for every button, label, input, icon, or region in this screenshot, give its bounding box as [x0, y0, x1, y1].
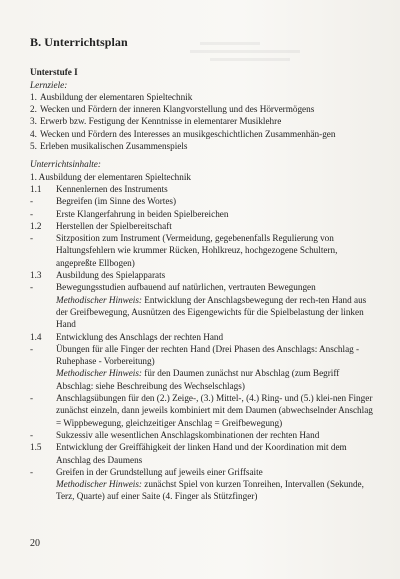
content-row	[30, 343, 375, 392]
page-content	[30, 36, 375, 503]
row-text-block	[56, 331, 375, 343]
goal-number: 5.	[30, 141, 37, 152]
goal-text: Ausbildung der elementaren Spieltechnik	[40, 91, 193, 102]
method-hint-label: Methodischer Hinweis:	[56, 294, 142, 305]
row-text: Bewegungsstudien aufbauend auf natürlichen, vertrauten Bewegungen	[56, 282, 316, 293]
row-text-block	[56, 392, 375, 429]
row-text: Übungen für alle Finger der rechten Hand (Drei Phasen des Anschlags: Anschlag - Ruhephase - Vorbereitung)	[56, 343, 360, 367]
row-text: Sukzessiv alle wesentlichen Anschlagskombinationen der rechten Hand	[56, 429, 320, 440]
row-text: Sitzposition zum Instrument (Vermeidung, gegebenenfalls Regulierung von Haltungsfehlern wie krummer Rücken, Hohlkreuz, hochgezogene Schultern, angepreßte Ellbogen)	[56, 233, 338, 268]
content-row	[30, 232, 375, 269]
row-key: -	[30, 208, 34, 219]
goal-number: 2.	[30, 104, 37, 115]
stage-title: Unterstufe I	[30, 67, 78, 78]
row-key: -	[30, 466, 34, 477]
content-row	[30, 466, 375, 503]
row-text: Entwicklung der Greiffähigkeit der linken Hand und der Koordination mit dem Anschlag des Daumens	[56, 442, 347, 465]
page-number: 20	[30, 538, 40, 549]
goal-number: 1.	[30, 91, 37, 102]
row-text-block	[56, 466, 375, 503]
row-text: Entwicklung des Anschlags der rechten Hand	[56, 331, 224, 342]
content-row	[30, 269, 375, 281]
content-intro: 1. Ausbildung der elementaren Spieltechnik	[30, 171, 191, 182]
row-key: 1.2	[30, 220, 42, 231]
row-text: Greifen in der Grundstellung auf jeweils einer Griffsaite	[56, 466, 263, 477]
method-hint-label: Methodischer Hinweis:	[56, 368, 142, 379]
row-text-block	[56, 220, 375, 232]
row-text: Anschlagsübungen für den (2.) Zeige-, (3.) Mittel-, (4.) Ring- und (5.) klei-nen Finger zunächst einzeln, dann jeweils kombiniert mit dem Daumen (abwechselnder Anschlag = Wippbewegung, gleichzeitiger Anschlag = Greifbewegung)	[56, 393, 373, 428]
row-key: -	[30, 233, 34, 244]
row-text: Kennenlernen des Instruments	[56, 183, 168, 194]
row-text-block	[56, 232, 375, 269]
row-text: Herstellen der Spielbereitschaft	[56, 220, 172, 231]
row-key: 1.3	[30, 270, 42, 281]
content-row	[30, 281, 375, 330]
content-row	[30, 392, 375, 429]
content-list	[30, 183, 375, 503]
row-text-block	[56, 208, 375, 220]
row-text: Ausbildung des Spielapparats	[56, 270, 166, 281]
goal-item	[30, 103, 375, 115]
content-row	[30, 208, 375, 220]
content-row	[30, 220, 375, 232]
goal-item	[30, 128, 375, 140]
goal-item	[30, 115, 375, 127]
row-text-block	[56, 195, 375, 207]
row-text-block	[56, 183, 375, 195]
goals-heading: Lernziele:	[30, 79, 68, 90]
goal-item	[30, 91, 375, 103]
row-text-block	[56, 281, 375, 330]
content-heading: Unterrichtsinhalte:	[30, 159, 101, 170]
row-key: 1.5	[30, 442, 42, 453]
row-key: -	[30, 343, 34, 354]
content-row	[30, 331, 375, 343]
goal-number: 4.	[30, 128, 37, 139]
goal-text: Wecken und Fördern der inneren Klangvorstellung und des Hörvermögens	[40, 104, 315, 115]
goals-list	[30, 91, 375, 152]
method-hint-text: Entwicklung der Anschlagsbewegung der rech-ten Hand aus der Greifbewegung, Ausnützen des Eigengewichts für die Spielbelastung der linken Hand	[56, 294, 367, 330]
goal-number: 3.	[30, 116, 37, 127]
goal-text: Erwerb bzw. Festigung der Kenntnisse in elementarer Musiklehre	[40, 116, 282, 127]
content-row	[30, 195, 375, 207]
row-key: -	[30, 196, 34, 207]
goal-text: Erleben musikalischen Zusammenspiels	[40, 141, 188, 152]
content-row	[30, 429, 375, 441]
row-key: -	[30, 429, 34, 440]
goal-item	[30, 140, 375, 152]
method-hint-label: Methodischer Hinweis:	[56, 479, 142, 490]
content-row	[30, 183, 375, 195]
row-text: Erste Klangerfahrung in beiden Spielbereichen	[56, 208, 229, 219]
row-key: 1.1	[30, 183, 42, 194]
row-text-block	[56, 429, 375, 441]
row-text-block	[56, 269, 375, 281]
content-row	[30, 441, 375, 466]
method-hint-text: zunächst Spiel von kurzen Tonreihen, Intervallen (Sekunde, Terz, Quarte) auf einer Saite (4. Finger als Stützfinger)	[56, 479, 364, 502]
row-key: 1.4	[30, 331, 42, 342]
row-text-block	[56, 441, 375, 466]
row-key: -	[30, 282, 34, 293]
section-title: B. Unterrichtsplan	[30, 35, 128, 49]
method-hint-text: für den Daumen zunächst nur Abschlag (zum Begriff Abschlag: siehe Beschreibung des Wechselschlags)	[56, 368, 340, 391]
goal-text: Wecken und Fördern des Interesses an musikgeschichtlichen Zusammenhän-gen	[40, 128, 336, 139]
row-key: -	[30, 393, 34, 404]
row-text: Begreifen (im Sinne des Wortes)	[56, 196, 177, 207]
row-text-block	[56, 343, 375, 392]
